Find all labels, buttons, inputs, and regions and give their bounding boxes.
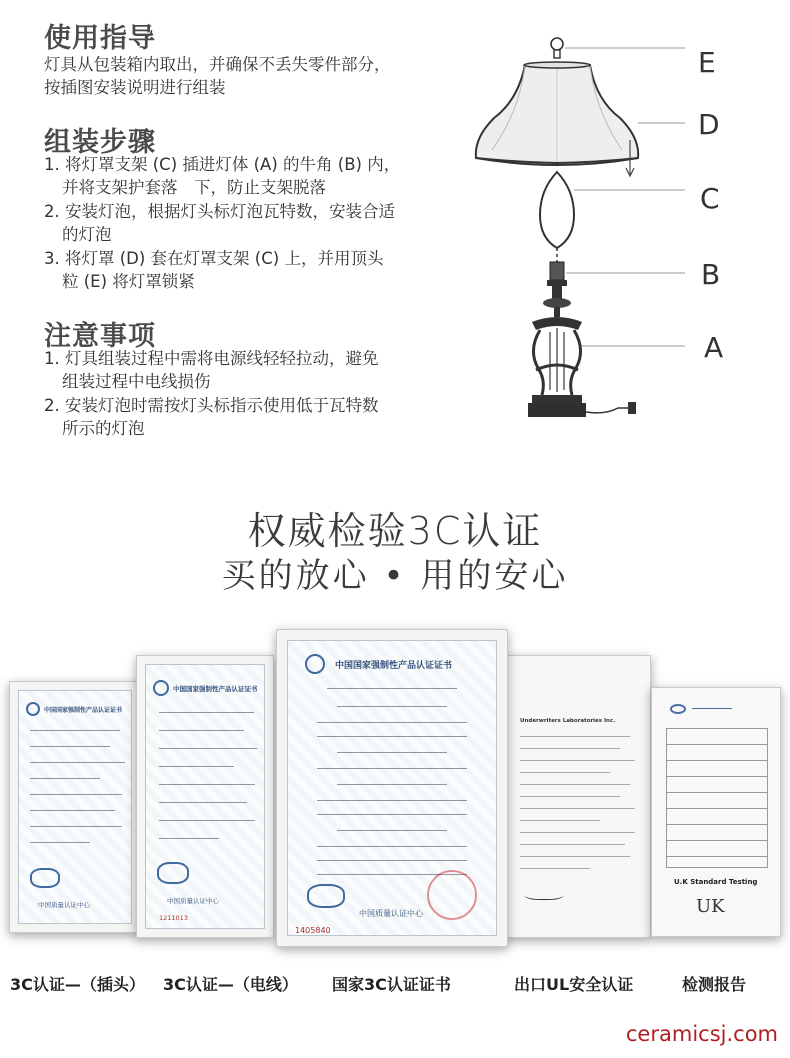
assembly-line: 2. 安装灯泡，根据灯头标灯泡瓦特数，安装合适 [44,202,395,221]
notes-line: 1. 灯具组装过程中需将电源线轻轻拉动，避免 [44,349,379,368]
part-label-b: B [701,258,721,291]
ccc-seal-icon [307,884,345,908]
certificate-issuer: 中国质量认证中心 [38,901,90,909]
assembly-line: 3. 将灯罩 (D) 套在灯罩支架 (C) 上，并用顶头 [44,249,384,268]
uk-logo-text: UK [696,896,725,917]
uk-report-title: U.K Standard Testing [674,878,758,886]
finial-part [551,38,563,58]
certificate-national [276,629,508,947]
certificate-labels [0,972,790,996]
notes-title: 注意事项 [44,321,156,352]
assembly-line: 的灯泡 [62,225,112,244]
assembly-line: 粒 (E) 将灯罩锁紧 [62,272,195,291]
ccc-seal-icon [157,862,189,884]
red-seal-stamp [427,870,477,920]
certificate-serial: 1405840 [295,926,331,935]
certificate-issuer: 中国质量认证中心 [359,909,423,918]
usage-line: 灯具从包装箱内取出，并确保不丢失零件部分， [44,55,391,74]
part-label-a: A [704,331,724,364]
part-label-d: D [698,108,720,141]
site-watermark: ceramicsj.com [625,1022,778,1046]
uk-logo-icon [670,704,686,714]
ccc-seal-icon [30,868,60,888]
ul-header: Underwriters Laboratories Inc. [520,718,616,724]
certificate-ul [505,655,651,938]
part-label-e: E [698,46,716,79]
label-ul: 出口UL安全认证 [514,975,634,994]
socket-part [547,262,567,286]
notes-line: 所示的灯泡 [62,419,145,438]
shade-harp [540,172,574,262]
lamp-shade [476,62,638,165]
certificate-serial: 1211013 [159,914,188,922]
ccc-logo-icon [153,680,169,696]
lamp-assembly-diagram [470,10,750,430]
certificate-title: 中国国家强制性产品认证证书 [173,685,258,693]
notes-line: 2. 安装灯泡时需按灯头标指示使用低于瓦特数 [44,396,379,415]
ccc-logo-icon [26,702,40,716]
assembly-line: 1. 将灯罩支架 (C) 插进灯体 (A) 的牛角 (B) 内， [44,155,401,174]
label-plug-3c: 3C认证—（插头） [10,975,145,994]
label-national-3c: 国家3C认证证书 [332,975,451,994]
usage-line: 按插图安装说明进行组装 [44,78,226,97]
usage-title: 使用指导 [44,23,156,54]
notes-line: 组装过程中电线损伤 [62,372,211,391]
certificate-title: 中国国家强制性产品认证证书 [335,661,453,671]
label-test-report: 检测报告 [682,975,747,994]
label-wire-3c: 3C认证—（电线） [163,975,298,994]
certificate-uk-report [651,687,781,937]
lamp-body [528,286,636,417]
part-label-c: C [700,182,720,215]
signature-mark [524,888,564,900]
assembly-line: 并将支架护套落 下，防止支架脱落 [62,178,326,197]
assembly-title: 组装步骤 [44,127,156,158]
certificate-issuer: 中国质量认证中心 [167,897,219,905]
banner-headline: 权威检验3C认证 [247,509,543,553]
ccc-logo-icon [305,654,325,674]
certificate-wire [136,655,274,938]
banner-subline: 买的放心 • 用的安心 [221,556,569,596]
certificate-plug [9,681,141,933]
certificate-title: 中国国家强制性产品认证证书 [44,707,123,714]
